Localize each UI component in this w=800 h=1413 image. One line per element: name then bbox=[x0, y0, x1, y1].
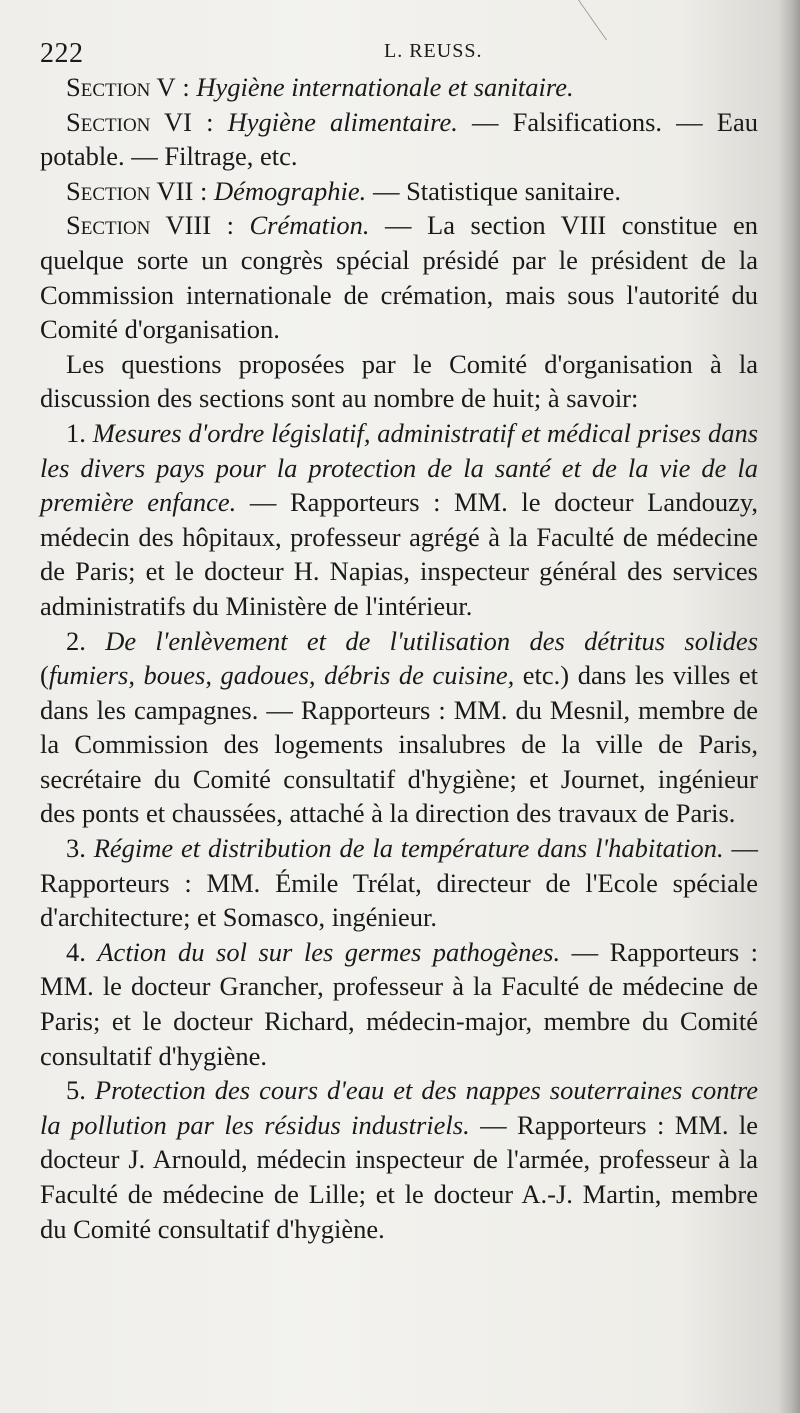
section-viii-title: Crémation. bbox=[249, 210, 370, 241]
section-v-title: Hygiène internationale et sanitaire. bbox=[196, 72, 574, 102]
section-vi-sep: : bbox=[192, 106, 228, 137]
question-5-paragraph bbox=[40, 1073, 758, 1246]
section-v-sep: : bbox=[175, 72, 197, 102]
question-1-paragraph bbox=[40, 416, 758, 624]
body-text bbox=[40, 70, 758, 1246]
section-vi-label: Section VI bbox=[66, 106, 193, 137]
section-viii-label: Section VIII bbox=[66, 210, 212, 241]
question-2-mid: ( bbox=[40, 660, 49, 691]
section-vi-title: Hygiène alimentaire. bbox=[227, 106, 458, 137]
question-5-number: 5. bbox=[66, 1075, 95, 1106]
question-3-text: — Rapporteurs : MM. Émile Trélat, directeur de l'Ecole spéciale d'architecture; et Somasco, ingénieur. bbox=[40, 833, 759, 933]
question-5-title: Protection des cours d'eau et des nappes souterraines contre la pollution par les résidus industriels. bbox=[40, 1075, 758, 1140]
question-3-title: Régime et distribution de la température dans l'habitation. bbox=[93, 833, 724, 864]
question-3-paragraph bbox=[40, 831, 758, 935]
question-4-paragraph bbox=[40, 935, 758, 1073]
section-vi-paragraph bbox=[40, 105, 758, 174]
question-5-text: — Rapporteurs : MM. le docteur J. Arnould, médecin inspecteur de l'armée, professeur à la Faculté de médecine de Lille; et le docteur A.-J. Martin, membre du Comité consultatif d'hygiène. bbox=[40, 1109, 759, 1244]
page-edge-shadow bbox=[778, 0, 800, 1413]
question-1-number: 1. bbox=[66, 417, 93, 448]
section-viii-rest: — La section VIII constitue en quelque sorte un congrès spécial présidé par le président de la Commission internationale de crémation, mais sous l'autorité du Comité d'organisation. bbox=[40, 210, 758, 345]
question-1-title: Mesures d'ordre législatif, administratif et médical prises dans les divers pays pour la protection de la santé et de la vie de la première enfance. bbox=[40, 417, 759, 518]
questions-intro-paragraph: Les questions proposées par le Comité d'organisation à la discussion des sections sont au nombre de huit; à savoir: bbox=[40, 348, 758, 414]
question-2-title: De l'enlèvement et de l'utilisation des détritus solides bbox=[105, 625, 759, 656]
page-number: 222 bbox=[40, 38, 84, 69]
question-2-paragraph bbox=[40, 624, 758, 832]
question-2-number: 2. bbox=[66, 625, 106, 656]
question-4-text: — Rapporteurs : MM. le docteur Grancher, professeur à la Faculté de médecine de Paris; et le docteur Richard, médecin-major, membre du Comité consultatif d'hygiène. bbox=[40, 936, 758, 1071]
section-vii-label: Section VII bbox=[66, 175, 194, 206]
section-vii-sep: : bbox=[193, 175, 214, 206]
section-vii-paragraph bbox=[40, 174, 758, 209]
question-3-number: 3. bbox=[66, 833, 94, 864]
question-2-title-end: fumiers, boues, gadoues, débris de cuisine, bbox=[48, 660, 515, 691]
running-head: L. REUSS. bbox=[384, 40, 483, 62]
section-viii-sep: : bbox=[211, 210, 250, 241]
question-4-number: 4. bbox=[66, 936, 98, 967]
section-vii-rest: — Statistique sanitaire. bbox=[366, 175, 621, 206]
section-v-paragraph bbox=[40, 70, 758, 105]
section-viii-paragraph bbox=[40, 208, 758, 346]
section-vii-title: Démographie. bbox=[213, 175, 367, 206]
section-v-label: Section V bbox=[66, 72, 176, 102]
question-2-text: etc.) dans les villes et dans les campagnes. — Rapporteurs : MM. du Mesnil, membre de la Commission des logements insalubres de la ville de Paris, secrétaire du Comité consultatif d'hygiène; et Journet, ingénieur des ponts et chaussées, attaché à la direction des travaux de Paris. bbox=[40, 660, 758, 829]
question-1-text: — Rapporteurs : MM. le docteur Landouzy, médecin des hôpitaux, professeur agrégé à la Faculté de médecine de Paris; et le docteur H. Napias, inspecteur général des services administratifs du Ministère de l'intérieur. bbox=[40, 487, 759, 621]
question-4-title: Action du sol sur les germes pathogènes. bbox=[97, 936, 561, 967]
page-header bbox=[40, 32, 760, 72]
section-vi-rest: — Falsifications. — Eau potable. — Filtrage, etc. bbox=[40, 106, 758, 172]
